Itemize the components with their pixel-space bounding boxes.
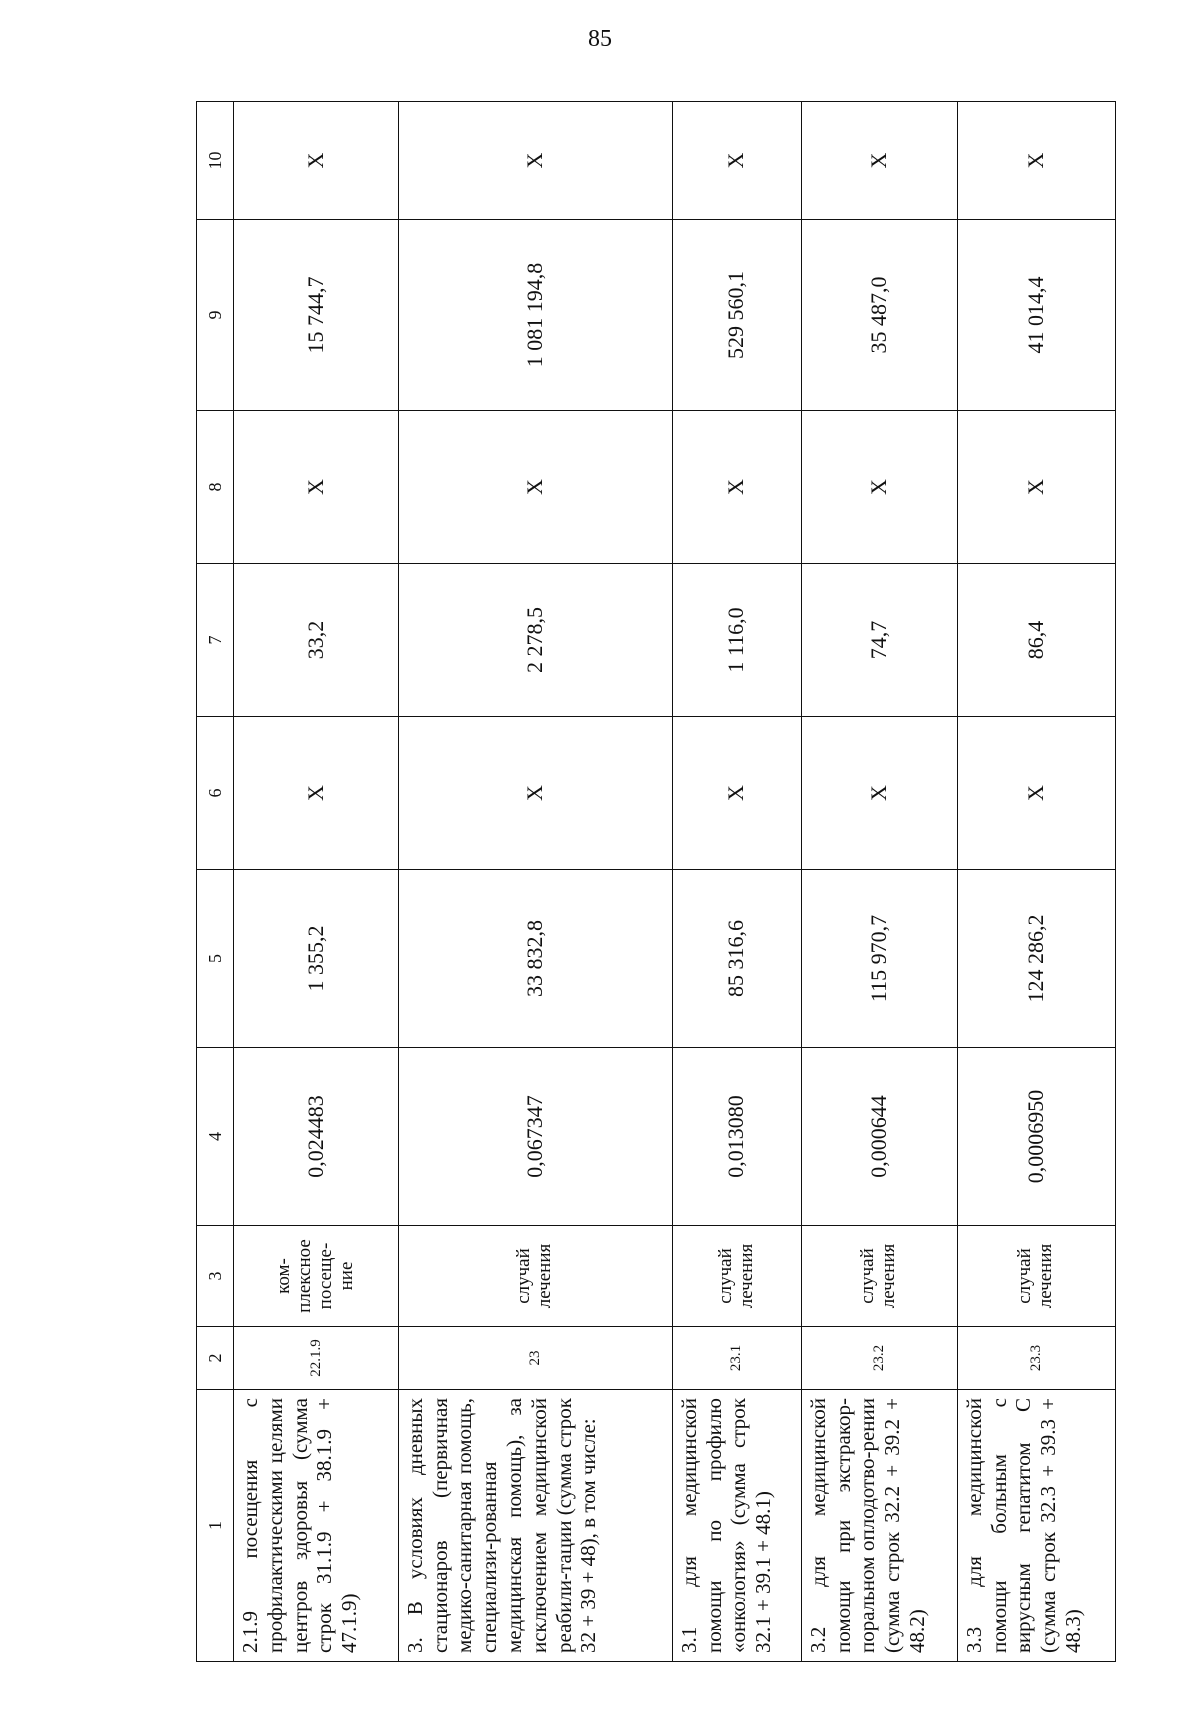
col5-cell: 124 286,2	[957, 870, 1115, 1048]
table-row	[234, 102, 399, 1662]
col6-cell: Х	[957, 717, 1115, 870]
col4-cell: 0,024483	[234, 1048, 399, 1226]
column-header: 6	[197, 717, 234, 870]
column-header: 10	[197, 102, 234, 220]
row-code-cell: 22.1.9	[234, 1327, 399, 1390]
column-header: 7	[197, 564, 234, 717]
col5-cell: 115 970,7	[801, 870, 957, 1048]
row-code-cell: 23.3	[957, 1327, 1115, 1390]
col4-cell: 0,000644	[801, 1048, 957, 1226]
col10-cell: Х	[801, 102, 957, 220]
col7-cell: 33,2	[234, 564, 399, 717]
col9-cell: 1 081 194,8	[398, 220, 672, 411]
table-wrapper	[196, 102, 1116, 1662]
row-name-cell: 3. В условиях дневных стационаров (первичная медико-санитарная помощь, специализи-рованная медицинская помощь), за исключением медицинской реабили-тации (сумма строк 32 + 39 + 48), в том числе:	[398, 1390, 672, 1662]
row-code-cell: 23.1	[672, 1327, 801, 1390]
col6-cell: Х	[672, 717, 801, 870]
column-header: 4	[197, 1048, 234, 1226]
row-name-cell: 3.2 для медицинской помощи при экстракор-поральном оплодотво-рении (сумма строк 32.2 + 39.2 + 48.2)	[801, 1390, 957, 1662]
row-code-cell: 23	[398, 1327, 672, 1390]
col9-cell: 41 014,4	[957, 220, 1115, 411]
column-header: 1	[197, 1390, 234, 1662]
table-row	[398, 102, 672, 1662]
col6-cell: Х	[801, 717, 957, 870]
col6-cell: Х	[234, 717, 399, 870]
unit-cell: случай лечения	[398, 1226, 672, 1327]
col8-cell: Х	[957, 411, 1115, 564]
col5-cell: 85 316,6	[672, 870, 801, 1048]
unit-cell: случай лечения	[801, 1226, 957, 1327]
column-header: 5	[197, 870, 234, 1048]
col7-cell: 1 116,0	[672, 564, 801, 717]
col9-cell: 35 487,0	[801, 220, 957, 411]
col8-cell: Х	[672, 411, 801, 564]
unit-cell: ком-плексное посеще-ние	[234, 1226, 399, 1327]
row-name-cell: 2.1.9 посещения с профилактическими целями центров здоровья (сумма строк 31.1.9 + 38.1.9 + 47.1.9)	[234, 1390, 399, 1662]
table-row	[672, 102, 801, 1662]
page-number: 85	[588, 26, 612, 52]
row-name-cell: 3.1 для медицинской помощи по профилю «онкология» (сумма строк 32.1 + 39.1 + 48.1)	[672, 1390, 801, 1662]
column-header: 3	[197, 1226, 234, 1327]
header-row	[197, 102, 234, 1662]
col4-cell: 0,067347	[398, 1048, 672, 1226]
col7-cell: 86,4	[957, 564, 1115, 717]
row-name-cell: 3.3 для медицинской помощи больным с вирусным гепатитом С (сумма строк 32.3 + 39.3 + 48.3)	[957, 1390, 1115, 1662]
col8-cell: Х	[234, 411, 399, 564]
col10-cell: Х	[957, 102, 1115, 220]
rotated-table-container	[196, 102, 1116, 1662]
column-header: 9	[197, 220, 234, 411]
unit-cell: случай лечения	[672, 1226, 801, 1327]
unit-cell: случай лечения	[957, 1226, 1115, 1327]
col10-cell: Х	[398, 102, 672, 220]
col10-cell: Х	[234, 102, 399, 220]
col9-cell: 529 560,1	[672, 220, 801, 411]
col10-cell: Х	[672, 102, 801, 220]
table-row	[801, 102, 957, 1662]
row-code-cell: 23.2	[801, 1327, 957, 1390]
data-table	[196, 101, 1116, 1662]
col7-cell: 2 278,5	[398, 564, 672, 717]
table-row	[957, 102, 1115, 1662]
col6-cell: Х	[398, 717, 672, 870]
column-header: 8	[197, 411, 234, 564]
col8-cell: Х	[398, 411, 672, 564]
col5-cell: 1 355,2	[234, 870, 399, 1048]
col8-cell: Х	[801, 411, 957, 564]
col4-cell: 0,0006950	[957, 1048, 1115, 1226]
col5-cell: 33 832,8	[398, 870, 672, 1048]
col4-cell: 0,013080	[672, 1048, 801, 1226]
column-header: 2	[197, 1327, 234, 1390]
col9-cell: 15 744,7	[234, 220, 399, 411]
col7-cell: 74,7	[801, 564, 957, 717]
